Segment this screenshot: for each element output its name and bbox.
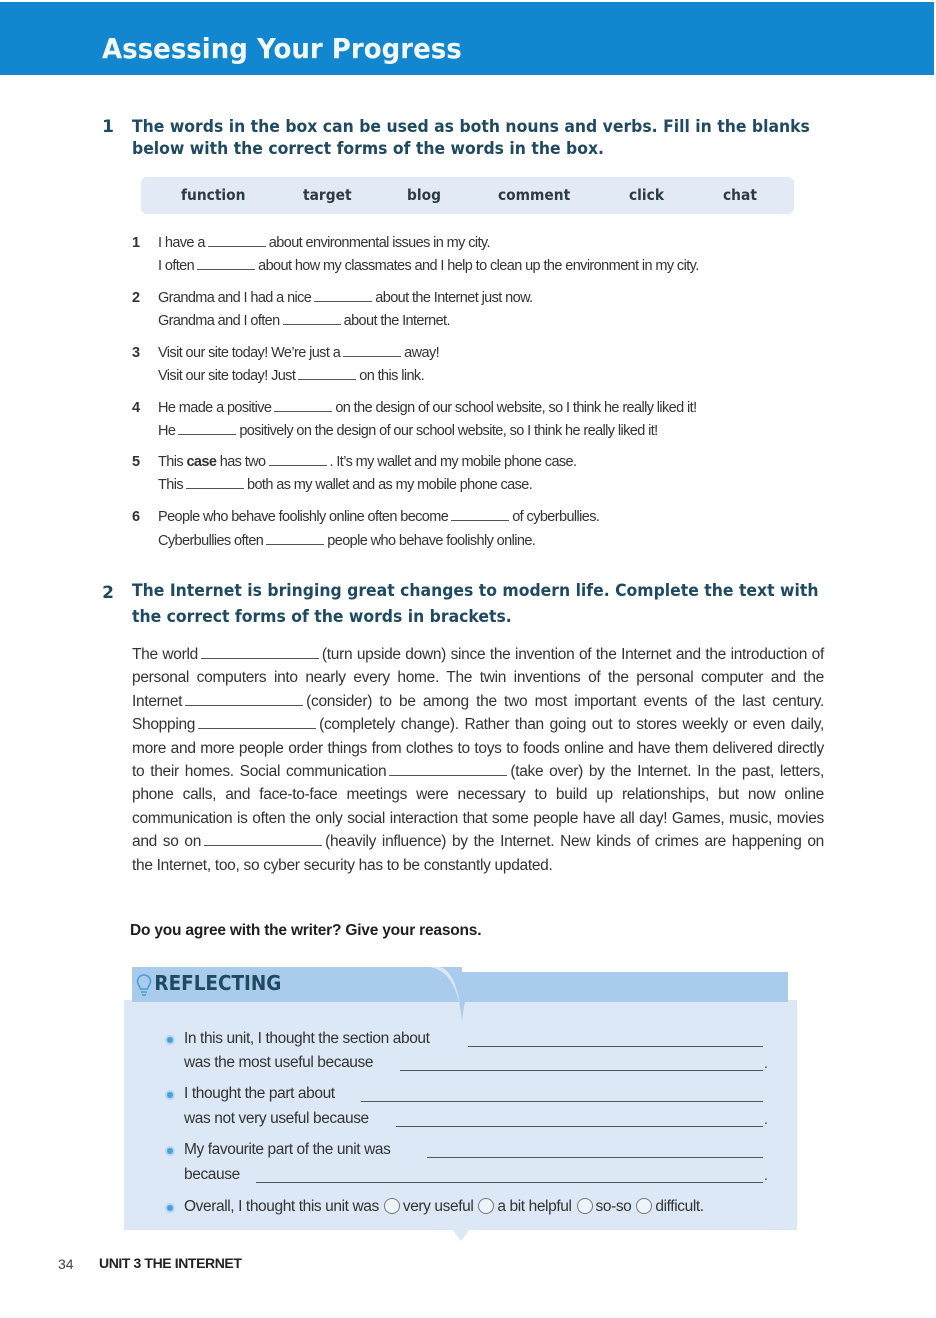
- fill-blank[interactable]: [178, 423, 236, 435]
- radio-a-bit-helpful[interactable]: [478, 1198, 494, 1214]
- item-line-b: I often about how my classmates and I help to clean up the environment in my city.: [158, 258, 699, 274]
- fill-blank[interactable]: [197, 258, 255, 270]
- bold-word: case: [186, 454, 217, 470]
- task-2-number: 2: [98, 580, 118, 602]
- fill-blank[interactable]: [274, 400, 332, 412]
- item-line-a: He made a positive on the design of our school website, so I think he really liked it!: [158, 400, 697, 416]
- task-1-instruction-line1: The words in the box can be used as both nouns and verbs. Fill in the blanks: [132, 117, 810, 137]
- word-comment: comment: [498, 186, 571, 204]
- item-number: 6: [132, 509, 140, 525]
- radio-so-so[interactable]: [577, 1198, 593, 1214]
- item-number: 1: [132, 235, 140, 251]
- fill-blank[interactable]: [201, 645, 319, 659]
- reflect-2-line1: I thought the part about: [184, 1085, 335, 1102]
- fill-line[interactable]: [400, 1070, 763, 1071]
- item-number: 4: [132, 400, 140, 416]
- fill-blank[interactable]: [186, 477, 244, 489]
- reflect-3-line1: My favourite part of the unit was: [184, 1141, 391, 1158]
- reflect-1-line1: In this unit, I thought the section about: [184, 1030, 430, 1047]
- box-notch: [452, 1229, 470, 1241]
- word-chat: chat: [723, 186, 757, 204]
- item-line-b: This both as my wallet and as my mobile phone case.: [158, 477, 533, 493]
- fill-blank[interactable]: [204, 832, 322, 846]
- item-line-b: He positively on the design of our school website, so I think he really liked it!: [158, 423, 658, 439]
- reflect-overall: Overall, I thought this unit was very useful a bit helpful so-so difficult.: [184, 1198, 704, 1215]
- task-2-instruction-line1: The Internet is bringing great changes to modern life. Complete the text with: [132, 581, 819, 601]
- fill-blank[interactable]: [298, 368, 356, 380]
- fill-blank[interactable]: [185, 692, 303, 706]
- bullet-icon: [165, 1146, 175, 1156]
- fill-line[interactable]: [361, 1101, 763, 1102]
- task-1-number: 1: [98, 116, 118, 138]
- item-number: 5: [132, 454, 140, 470]
- item-line-a: Visit our site today! We’re just a away!: [158, 345, 440, 361]
- reflect-2-line2: was not very useful because: [184, 1110, 369, 1127]
- word-target: target: [303, 186, 352, 204]
- reading-passage: The world (turn upside down) since the invention of the Internet and the introduction of personal computers into nearly every home. The twin inventions of the personal computer and the Internet (consider) to be among the two most important events of the last century. Shopping (completely change). Rather than going out to stores weekly or even daily, more and more people order things from clothes to toys to foods online and have them delivered directly to their homes. Social communication (take over) by the Internet. In the past, letters, phone calls, and face-to-face meetings were necessary to build up relationships, but now online communication is often the only social interaction that some people have all day! Games, music, movies and so on (heavily influence) by the Internet. New kinds of crimes are happening on the Internet, too, so cyber security has to be constantly updated.: [132, 646, 824, 874]
- word-function: function: [181, 186, 246, 204]
- item-line-b: Grandma and I often about the Internet.: [158, 313, 450, 329]
- item-line-a: People who behave foolishly online often become of cyberbullies.: [158, 509, 600, 525]
- fill-blank[interactable]: [266, 533, 324, 545]
- period: .: [764, 1167, 768, 1183]
- radio-very-useful[interactable]: [384, 1198, 400, 1214]
- fill-blank[interactable]: [314, 290, 372, 302]
- item-line-b: Visit our site today! Just on this link.: [158, 368, 425, 384]
- item-line-a: I have a about environmental issues in my city.: [158, 235, 490, 251]
- fill-blank[interactable]: [389, 762, 507, 776]
- page-title: Assessing Your Progress: [102, 32, 462, 65]
- period: .: [764, 1111, 768, 1127]
- item-number: 3: [132, 345, 140, 361]
- reflect-1-line2: was the most useful because: [184, 1054, 374, 1071]
- fill-line[interactable]: [468, 1046, 763, 1047]
- fill-blank[interactable]: [451, 509, 509, 521]
- fill-line[interactable]: [396, 1126, 763, 1127]
- word-box: [141, 177, 794, 214]
- item-line-a: This case has two . It’s my wallet and my mobile phone case.: [158, 454, 577, 470]
- item-line-b: Cyberbullies often people who behave foolishly online.: [158, 533, 536, 549]
- item-number: 2: [132, 290, 140, 306]
- reflecting-tab-right: [462, 972, 788, 1002]
- page-number: 34: [58, 1256, 74, 1272]
- fill-blank[interactable]: [343, 345, 401, 357]
- bullet-icon: [165, 1090, 175, 1100]
- bullet-icon: [165, 1035, 175, 1045]
- discussion-question: Do you agree with the writer? Give your reasons.: [130, 922, 482, 939]
- bullet-icon: [165, 1203, 175, 1213]
- task-1-instruction-line2: below with the correct forms of the words in the box.: [132, 139, 604, 159]
- word-click: click: [629, 186, 665, 204]
- word-blog: blog: [407, 186, 441, 204]
- fill-blank[interactable]: [208, 235, 266, 247]
- fill-line[interactable]: [256, 1182, 763, 1183]
- period: .: [764, 1055, 768, 1071]
- task-2-instruction-line2: the correct forms of the words in brackets.: [132, 607, 512, 627]
- fill-blank[interactable]: [269, 454, 327, 466]
- fill-blank[interactable]: [198, 715, 316, 729]
- reflecting-title: REFLECTING: [154, 971, 282, 995]
- item-line-a: Grandma and I had a nice about the Internet just now.: [158, 290, 533, 306]
- reflect-3-line2: because: [184, 1166, 240, 1183]
- unit-label: UNIT 3 THE INTERNET: [99, 1255, 242, 1271]
- fill-line[interactable]: [427, 1157, 763, 1158]
- radio-difficult[interactable]: [636, 1198, 652, 1214]
- fill-blank[interactable]: [283, 313, 341, 325]
